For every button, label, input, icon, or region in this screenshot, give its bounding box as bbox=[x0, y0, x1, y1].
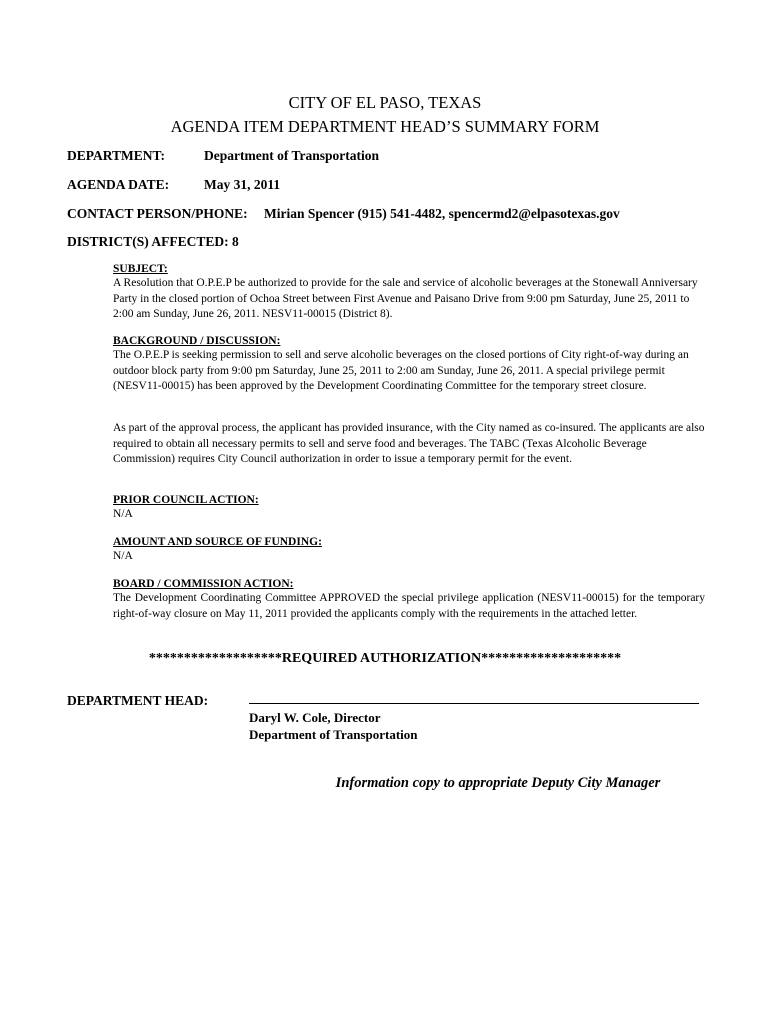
prior-council-action-text: N/A bbox=[113, 508, 133, 520]
signer-name: Daryl W. Cole, Director bbox=[249, 710, 381, 725]
department-value: Department of Transportation bbox=[204, 148, 379, 163]
agenda-date-label: AGENDA DATE: bbox=[67, 177, 170, 192]
background-paragraph-2: As part of the approval process, the applicant has provided insurance, with the City named as co-insured. The applicants are also required to obtain all necessary permits to sell and serve food and beverages. The TABC (Texas Alcoholic Beverage Commission) requires City Council authorization in order to issue a temporary permit for the event. bbox=[113, 422, 705, 465]
subject-heading: SUBJECT: bbox=[113, 263, 168, 275]
required-authorization-banner: *******************REQUIRED AUTHORIZATION******************** bbox=[148, 651, 622, 666]
agenda-date-value: May 31, 2011 bbox=[204, 177, 281, 192]
funding-text: N/A bbox=[113, 550, 133, 562]
form-title: AGENDA ITEM DEPARTMENT HEAD’S SUMMARY FORM bbox=[170, 117, 600, 136]
background-heading: BACKGROUND / DISCUSSION: bbox=[113, 335, 281, 347]
signature-line bbox=[249, 703, 699, 704]
department-head-label: DEPARTMENT HEAD: bbox=[67, 693, 209, 708]
contact-label: CONTACT PERSON/PHONE: bbox=[67, 206, 248, 221]
districts-affected: DISTRICT(S) AFFECTED: 8 bbox=[67, 234, 239, 249]
prior-council-action-heading: PRIOR COUNCIL ACTION: bbox=[113, 494, 259, 506]
signer-department: Department of Transportation bbox=[249, 727, 418, 742]
department-label: DEPARTMENT: bbox=[67, 148, 166, 163]
information-copy-note: Information copy to appropriate Deputy City Manager bbox=[335, 775, 661, 791]
funding-heading: AMOUNT AND SOURCE OF FUNDING: bbox=[113, 536, 322, 548]
contact-value: Mirian Spencer (915) 541-4482, spencermd2@elpasotexas.gov bbox=[264, 206, 620, 221]
board-action-heading: BOARD / COMMISSION ACTION: bbox=[113, 578, 294, 590]
subject-text: A Resolution that O.P.E.P be authorized to provide for the sale and service of alcoholic beverages at the Stonewall Anniversary Party in the closed portion of Ochoa Street between First Avenue and Paisano Drive from 9:00 pm Saturday, June 25, 2011 to 2:00 am Sunday, June 26, 2011. NESV11-00015 (District 8). bbox=[113, 277, 698, 320]
background-paragraph-1: The O.P.E.P is seeking permission to sell and serve alcoholic beverages on the closed portions of City right-of-way during an outdoor block party from 9:00 pm Saturday, June 25, 2011 to 2:00 am Sunday, June 26, 2011. A special privilege permit (NESV11-00015) has been approved by the Development Coordinating Committee for the temporary street closure. bbox=[113, 349, 689, 392]
city-title: CITY OF EL PASO, TEXAS bbox=[288, 93, 482, 112]
board-action-text: The Development Coordinating Committee APPROVED the special privilege application (NESV11-00015) for the temporary right-of-way closure on May 11, 2011 provided the applicants comply with the requirements in the attached letter. bbox=[113, 592, 705, 620]
